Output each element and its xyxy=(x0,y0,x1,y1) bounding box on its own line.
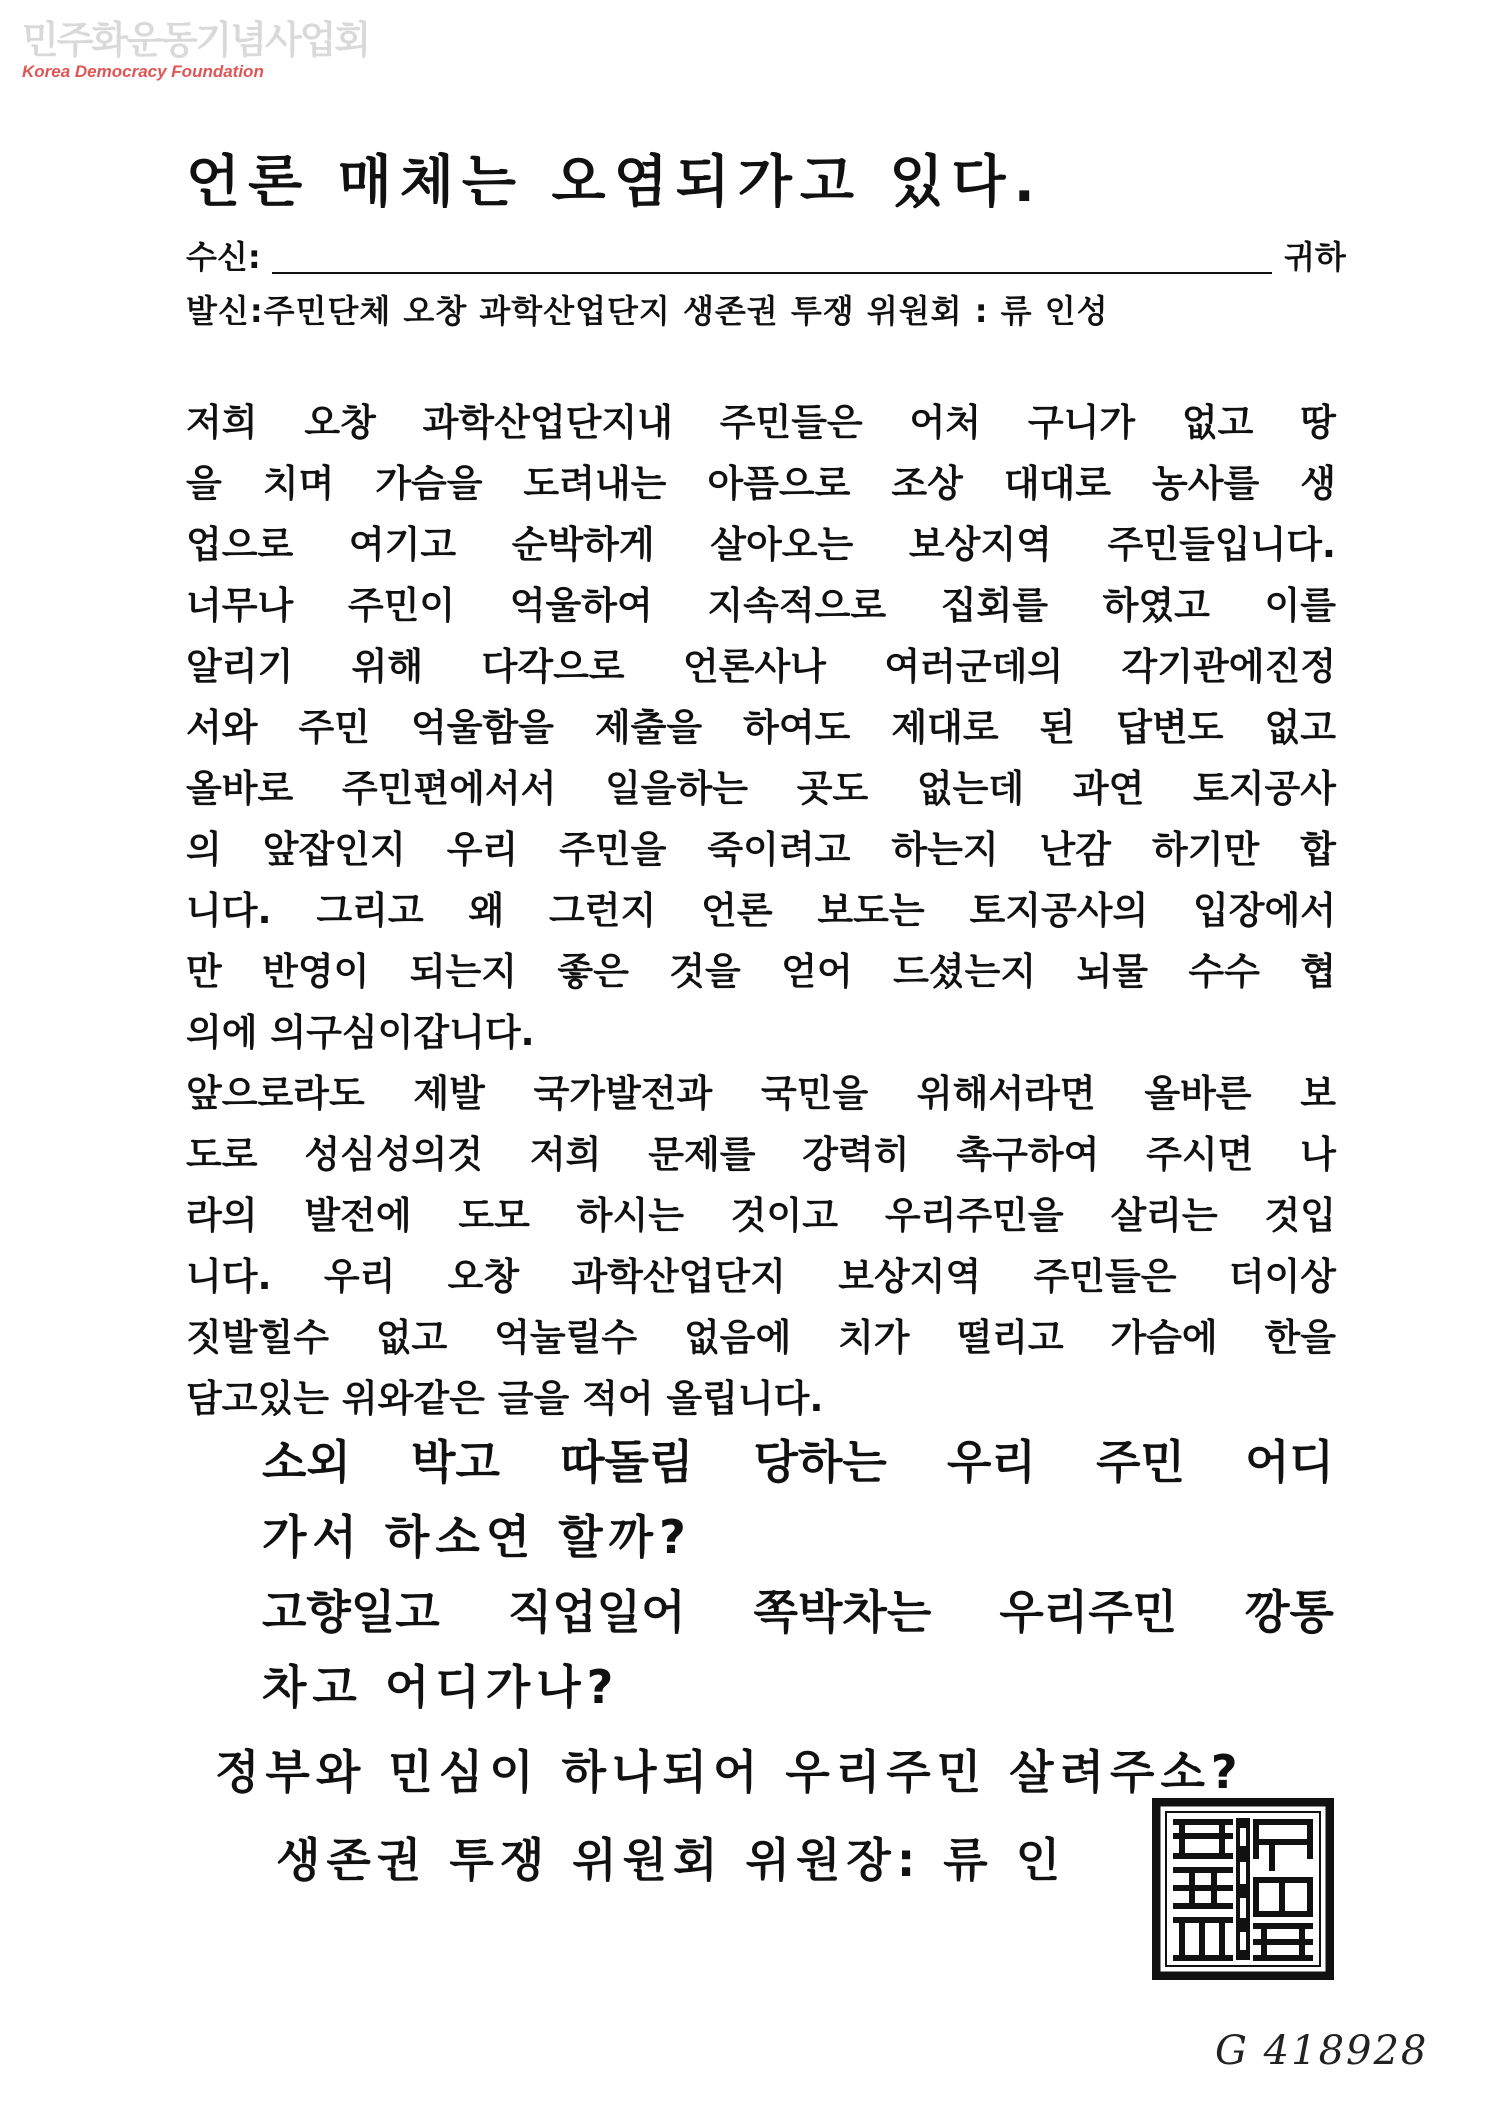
body-line: 올바로 주민편에서서 일을하는 곳도 없는데 과연 토지공사 xyxy=(186,767,1336,810)
foundation-watermark xyxy=(22,18,369,82)
slogan-line: 가서 하소연 할까? xyxy=(262,1510,692,1564)
body-line: 도로 성심성의것 저희 문제를 강력히 촉구하여 주시면 나 xyxy=(186,1133,1336,1176)
body-line: 알리기 위해 다각으로 언론사나 여러군데의 각기관에진정 xyxy=(186,645,1336,688)
slogan-line: 고향일고 직업일어 쪽박차는 우리주민 깡통 xyxy=(262,1585,1334,1639)
body-line: 담고있는 위와같은 글을 적어 올립니다. xyxy=(186,1377,824,1420)
body-line: 라의 발전에 도모 하시는 것이고 우리주민을 살리는 것입 xyxy=(186,1194,1336,1237)
body-line: 을 치며 가슴을 도려내는 아픔으로 조상 대대로 농사를 생 xyxy=(186,462,1336,505)
recipient-row xyxy=(186,226,1346,276)
watermark-korean: 민주화운동기념사업회 xyxy=(22,18,370,62)
slogans xyxy=(262,1425,1334,1725)
body-line: 의에 의구심이갑니다. xyxy=(186,1011,535,1054)
body-text xyxy=(186,392,1336,1429)
document-title: 언론 매체는 오염되가고 있다. xyxy=(186,150,1043,215)
seal-stamp xyxy=(1152,1798,1334,1980)
body-line: 서와 주민 억울함을 제출을 하여도 제대로 된 답변도 없고 xyxy=(186,706,1336,749)
archive-id-handwritten: G 418928 xyxy=(1215,2028,1429,2074)
body-line: 만 반영이 되는지 좋은 것을 얻어 드셨는지 뇌물 수수 협 xyxy=(186,950,1336,993)
closing-slogan: 정부와 민심이 하나되어 우리주민 살려주소? xyxy=(215,1745,1244,1799)
chairman-signature: 생존권 투쟁 위원회 위원장: 류 인 xyxy=(276,1833,1067,1887)
body-line: 짓발힐수 없고 억눌릴수 없음에 치가 떨리고 가슴에 한을 xyxy=(186,1316,1336,1359)
slogan-line: 차고 어디가나? xyxy=(262,1660,620,1714)
body-line: 니다. 우리 오창 과학산업단지 보상지역 주민들은 더이상 xyxy=(186,1255,1336,1298)
body-line: 너무나 주민이 억울하여 지속적으로 집회를 하였고 이를 xyxy=(186,584,1336,627)
recipient-honorific: 귀하 xyxy=(1284,238,1346,276)
body-line: 앞으로라도 제발 국가발전과 국민을 위해서라면 올바른 보 xyxy=(186,1072,1336,1115)
body-line: 니다. 그리고 왜 그런지 언론 보도는 토지공사의 입장에서 xyxy=(186,889,1336,932)
recipient-blank-line xyxy=(272,272,1272,274)
slogan-line: 소외 박고 따돌림 당하는 우리 주민 어디 xyxy=(262,1435,1334,1489)
sender-line: 발신:주민단체 오창 과학산업단지 생존권 투쟁 위원회 : 류 인성 xyxy=(186,292,1109,330)
body-line: 저희 오창 과학산업단지내 주민들은 어처 구니가 없고 땅 xyxy=(186,401,1336,444)
watermark-english: Korea Democracy Foundation xyxy=(22,62,264,81)
body-line: 업으로 여기고 순박하게 살아오는 보상지역 주민들입니다. xyxy=(186,523,1336,566)
recipient-label: 수신: xyxy=(186,238,261,276)
body-line: 의 앞잡인지 우리 주민을 죽이려고 하는지 난감 하기만 합 xyxy=(186,828,1336,871)
